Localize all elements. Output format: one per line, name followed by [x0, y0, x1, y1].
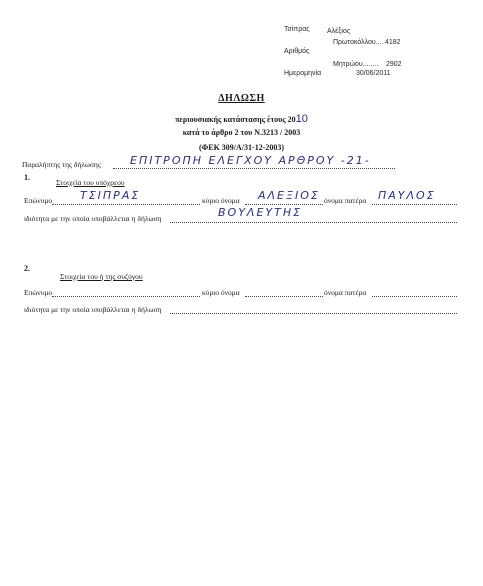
recipient-value[interactable]: ΕΠΙΤΡΟΠΗ ΕΛΕΓΧΟΥ ΑΡΘΡΟΥ -21-: [130, 154, 371, 167]
section1-capacity-value[interactable]: ΒΟΥΛΕΥΤΗΣ: [218, 206, 303, 219]
section1-capacity-label: ιδιότητα με την οποία υποβάλλεται η δήλωση: [24, 214, 162, 223]
section2-firstname-line[interactable]: [245, 296, 323, 297]
section1-number: 1.: [24, 173, 30, 182]
section2-capacity-line[interactable]: [170, 313, 457, 314]
section1-father-line: [372, 204, 457, 205]
section1-surname-value[interactable]: ΤΣΙΠΡΑΣ: [80, 189, 141, 202]
stamp-number-label: Αριθμός: [284, 48, 310, 55]
stamp-register-value: 2902: [386, 61, 402, 68]
section2-father-line[interactable]: [372, 296, 457, 297]
section2-title: Στοιχεία του ή της συζύγου: [60, 272, 143, 281]
section1-firstname-value[interactable]: ΑΛΕΞΙΟΣ: [258, 189, 320, 202]
subtitle: [0, 113, 483, 125]
recipient-line: [113, 168, 395, 169]
section1-firstname-label: κύριο όνομα: [202, 196, 240, 205]
gazette-reference: (ΦΕΚ 309/Α/31-12-2003): [198, 143, 285, 152]
page-title: ΔΗΛΩΣΗ: [218, 93, 265, 104]
section1-capacity-line: [170, 222, 457, 223]
law-article: κατά το άρθρο 2 του Ν.3213 / 2003: [182, 128, 301, 137]
recipient-label: Παραλήπτης της δήλωσης: [22, 160, 101, 169]
section2-surname-line[interactable]: [52, 296, 200, 297]
stamp-date-value: 30/06/2011: [356, 70, 391, 77]
section2-firstname-label: κύριο όνομα: [202, 288, 240, 297]
section2-capacity-label: ιδιότητα με την οποία υποβάλλεται η δήλωση: [24, 305, 162, 314]
section1-title: Στοιχεία του υπόχρεου: [56, 178, 125, 187]
subtitle-text: περιουσιακής κατάστασης έτους 20: [175, 115, 296, 124]
stamp-protocol-value: 4182: [385, 39, 401, 46]
section1-firstname-line: [245, 204, 323, 205]
stamp-name-label: Τσίπρας: [284, 26, 310, 33]
section1-surname-label: Επώνυμο: [24, 196, 53, 205]
stamp-register-label: Μητρώου........: [333, 61, 379, 68]
stamp-protocol-label: Πρωτοκόλλου....: [333, 39, 384, 46]
section2-father-label: όνομα πατέρα: [324, 288, 367, 297]
section1-surname-line: [52, 204, 200, 205]
section1-father-label: όνομα πατέρα: [324, 196, 367, 205]
subtitle-year-handwritten: 10: [295, 113, 308, 125]
stamp-date-label: Ημερομηνία: [284, 70, 322, 77]
section2-number: 2.: [24, 264, 30, 273]
section1-father-value[interactable]: ΠΑΥΛΟΣ: [378, 189, 436, 202]
stamp-name-value: Αλέξιος: [327, 28, 351, 35]
section2-surname-label: Επώνυμο: [24, 288, 53, 297]
